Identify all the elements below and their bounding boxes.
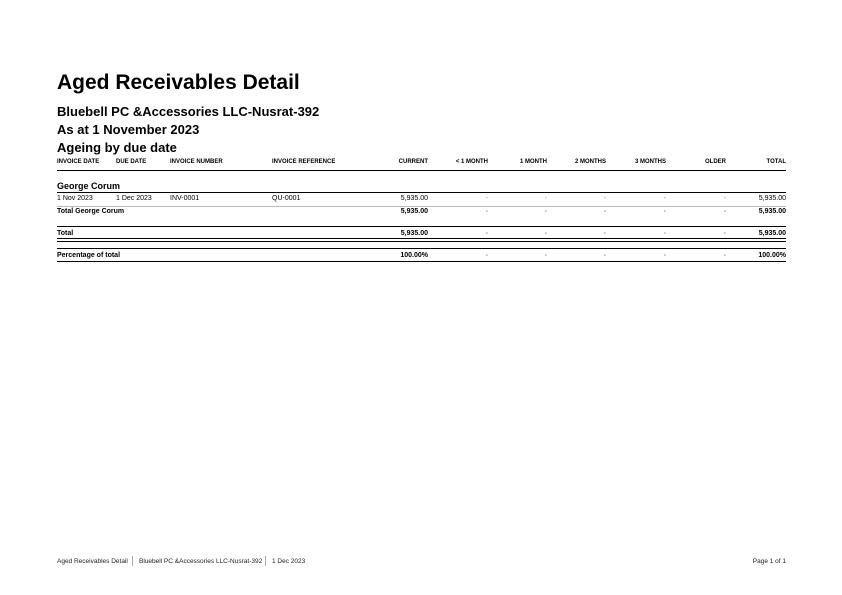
col-older[interactable]: OLDER (705, 159, 726, 165)
3-months-value: - (663, 195, 666, 202)
total-2-months: - (603, 230, 606, 237)
invoice-date: 1 Nov 2023 (57, 195, 93, 202)
col-invoice-reference[interactable]: INVOICE REFERENCE (272, 159, 336, 165)
subtotal-1-month: - (544, 208, 547, 215)
total-3-months: - (663, 230, 666, 237)
report-page (57, 0, 786, 595)
subtotal-total: 5,935.00 (758, 208, 786, 215)
report-title: Aged Receivables Detail (57, 71, 300, 94)
invoice-reference: QU-0001 (272, 195, 301, 202)
footer-page-number: Page 1 of 1 (752, 558, 786, 565)
group-subtotal-row (57, 208, 786, 218)
older-value: - (723, 195, 726, 202)
group-divider (57, 192, 786, 193)
total-1-month: - (544, 230, 547, 237)
as-at-date: As at 1 November 2023 (57, 122, 200, 137)
percentage-3-months: - (663, 252, 666, 259)
percentage-2-months: - (603, 252, 606, 259)
subtotal-2-months: - (603, 208, 606, 215)
footer-title: Aged Receivables Detail (57, 558, 128, 565)
grand-total-row (57, 226, 786, 239)
total-older: - (723, 230, 726, 237)
subtotal-lt1: - (485, 208, 488, 215)
subtotal-older: - (723, 208, 726, 215)
percentage-current: 100.00% (400, 252, 428, 259)
due-date: 1 Dec 2023 (116, 195, 152, 202)
contact-group-name[interactable]: George Corum (57, 181, 121, 191)
col-3-months[interactable]: 3 MONTHS (634, 159, 666, 165)
subtotal-3-months: - (663, 208, 666, 215)
percentage-label: Percentage of total (57, 252, 121, 259)
footer-separator (132, 556, 133, 566)
percentage-lt1: - (485, 252, 488, 259)
table-row[interactable] (57, 195, 786, 207)
ageing-basis: Ageing by due date (57, 140, 177, 155)
percentage-row (57, 248, 786, 262)
total-label: Total (57, 230, 74, 237)
lt1-month-value: - (485, 195, 488, 202)
current-value: 5,935.00 (400, 195, 428, 202)
footer-company: Bluebell PC &Accessories LLC-Nusrat-392 (139, 558, 263, 565)
total-double-rule (57, 241, 786, 242)
company-name: Bluebell PC &Accessories LLC-Nusrat-392 (57, 104, 320, 119)
percentage-older: - (723, 252, 726, 259)
col-invoice-date[interactable]: INVOICE DATE (57, 159, 100, 165)
table-header (57, 158, 786, 171)
col-1-month[interactable]: 1 MONTH (520, 159, 547, 165)
total-current: 5,935.00 (400, 230, 428, 237)
1-month-value: - (544, 195, 547, 202)
col-invoice-number[interactable]: INVOICE NUMBER (170, 159, 223, 165)
2-months-value: - (603, 195, 606, 202)
invoice-number-link[interactable]: INV-0001 (170, 195, 200, 202)
total-lt1: - (485, 230, 488, 237)
col-2-months[interactable]: 2 MONTHS (574, 159, 606, 165)
percentage-total: 100.00% (758, 252, 786, 259)
subtotal-current: 5,935.00 (400, 208, 428, 215)
total-value: 5,935.00 (758, 195, 786, 202)
col-due-date[interactable]: DUE DATE (116, 159, 147, 165)
subtotal-label: Total George Corum (57, 208, 125, 215)
col-current[interactable]: CURRENT (398, 159, 428, 165)
col-total[interactable]: TOTAL (766, 159, 786, 165)
col-lt1-month[interactable]: < 1 MONTH (455, 159, 488, 165)
total-total: 5,935.00 (758, 230, 786, 237)
percentage-1-month: - (544, 252, 547, 259)
footer-date: 1 Dec 2023 (272, 558, 306, 565)
footer-separator (265, 556, 266, 566)
